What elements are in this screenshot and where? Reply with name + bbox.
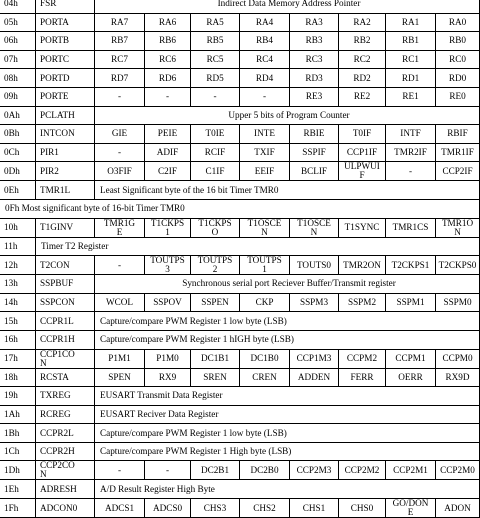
register-bit: RE1	[386, 87, 436, 106]
register-bit: FERR	[339, 368, 386, 387]
register-bit: RCIF	[191, 143, 240, 162]
register-bit: RD6	[145, 69, 191, 88]
register-bit: RD1	[386, 69, 436, 88]
register-bit: INTF	[386, 125, 436, 144]
register-row	[0, 0, 480, 13]
register-address: 0Dh	[0, 162, 36, 181]
register-address: 18h	[0, 368, 36, 387]
register-name: CCPR2H	[36, 442, 95, 461]
register-address: 15h	[0, 312, 36, 331]
register-row	[0, 69, 480, 88]
register-bit: -	[145, 461, 191, 480]
register-bit: RX9	[145, 368, 191, 387]
register-bit: RB3	[290, 32, 339, 51]
register-row	[0, 199, 480, 218]
register-bit: TOUTPS 3	[145, 256, 191, 275]
register-description: EUSART Reciver Data Register	[95, 405, 480, 424]
register-bit: SREN	[191, 368, 240, 387]
register-bit: INTE	[240, 125, 290, 144]
register-name: PORTA	[36, 13, 95, 32]
register-bit: T1CKPS 1	[145, 218, 191, 237]
register-name: CCP2CO N	[36, 461, 95, 480]
register-bit: TMR1CS	[386, 218, 436, 237]
register-bit: C2IF	[145, 162, 191, 181]
register-bit: RB1	[386, 32, 436, 51]
register-description: 0Fh Most significant byte of 16-bit Timer TMR0	[0, 199, 480, 218]
register-row	[0, 368, 480, 387]
register-bit: RE3	[290, 87, 339, 106]
register-bit: C1IF	[191, 162, 240, 181]
register-bit: BCLIF	[290, 162, 339, 181]
register-row	[0, 237, 480, 256]
register-bit: T2CKPS0	[436, 256, 480, 275]
register-bit: -	[240, 87, 290, 106]
register-bit: ADCS1	[95, 499, 145, 518]
register-description: Synchronous serial port Reciever Buffer/Transmit register	[95, 275, 480, 294]
register-name: RCSTA	[36, 368, 95, 387]
register-row	[0, 87, 480, 106]
register-row	[0, 293, 480, 312]
register-description: A/D Result Register High Byte	[95, 480, 480, 499]
register-row	[0, 106, 480, 125]
register-name: CCPR2L	[36, 424, 95, 443]
register-bit: SSPOV	[145, 293, 191, 312]
register-bit: CKP	[240, 293, 290, 312]
register-bit: WCOL	[95, 293, 145, 312]
register-bit: TMR1IF	[436, 143, 480, 162]
register-row	[0, 125, 480, 144]
register-bit: T2CKPS1	[386, 256, 436, 275]
register-row	[0, 162, 480, 181]
register-bit: ADIF	[145, 143, 191, 162]
register-name: TXREG	[36, 387, 95, 406]
register-address: 12h	[0, 256, 36, 275]
register-bit: DC1B0	[240, 349, 290, 368]
register-address: 05h	[0, 13, 36, 32]
register-address: 0Bh	[0, 125, 36, 144]
register-bit: T1SYNC	[339, 218, 386, 237]
register-name: Timer T2 Register	[36, 237, 480, 256]
register-address: 1Fh	[0, 499, 36, 518]
register-bit: CREN	[240, 368, 290, 387]
register-address: 04h	[0, 0, 36, 13]
register-bit: RBIF	[436, 125, 480, 144]
register-name: CCP1CO N	[36, 349, 95, 368]
register-bit: PEIE	[145, 125, 191, 144]
register-description: Capture/compare PWM Register 1 low byte (LSB)	[95, 312, 480, 331]
register-name: CCPR1L	[36, 312, 95, 331]
register-bit: TMR2IF	[386, 143, 436, 162]
register-bit: RC7	[95, 50, 145, 69]
register-bit: -	[95, 143, 145, 162]
register-row	[0, 405, 480, 424]
register-address: 1Ch	[0, 442, 36, 461]
register-bit: ULPWUI F	[339, 162, 386, 181]
register-address: 0Ah	[0, 106, 36, 125]
register-name: ADCON0	[36, 499, 95, 518]
register-row	[0, 218, 480, 237]
register-description: Capture/compare PWM Register 1 hIGH byte (LSB)	[95, 330, 480, 349]
register-name: CCPR1H	[36, 330, 95, 349]
register-bit: SSPM3	[290, 293, 339, 312]
register-description: Capture/compare PWM Register 1 low byte (LSB)	[95, 424, 480, 443]
register-bit: RA2	[339, 13, 386, 32]
register-bit: RE0	[436, 87, 480, 106]
register-bit: RD0	[436, 69, 480, 88]
register-name: RCREG	[36, 405, 95, 424]
register-name: PORTD	[36, 69, 95, 88]
register-address: 06h	[0, 32, 36, 51]
register-row	[0, 50, 480, 69]
register-bit: CCP2M2	[339, 461, 386, 480]
register-bit: SSPM1	[386, 293, 436, 312]
register-bit: RC6	[145, 50, 191, 69]
register-bit: RD5	[191, 69, 240, 88]
register-bit: RC0	[436, 50, 480, 69]
register-name: PORTC	[36, 50, 95, 69]
register-bit: RA5	[191, 13, 240, 32]
register-bit: TMR1O N	[436, 218, 480, 237]
register-bit: RD7	[95, 69, 145, 88]
register-bit: EEIF	[240, 162, 290, 181]
register-address: 1Eh	[0, 480, 36, 499]
register-bit: T0IE	[191, 125, 240, 144]
register-bit: -	[145, 87, 191, 106]
register-address: 13h	[0, 275, 36, 294]
register-row	[0, 387, 480, 406]
register-bit: DC2B0	[240, 461, 290, 480]
register-bit: RD3	[290, 69, 339, 88]
register-row	[0, 275, 480, 294]
register-address: 1Dh	[0, 461, 36, 480]
register-bit: RB0	[436, 32, 480, 51]
register-bit: OERR	[386, 368, 436, 387]
register-bit: TXIF	[240, 143, 290, 162]
register-bit: RB6	[145, 32, 191, 51]
register-row	[0, 499, 480, 518]
register-bit: RBIE	[290, 125, 339, 144]
register-name: PCLATH	[36, 106, 95, 125]
register-bit: CCP1IF	[339, 143, 386, 162]
register-name: INTCON	[36, 125, 95, 144]
register-description: Least Significant byte of the 16 bit Timer TMR0	[95, 181, 480, 200]
register-bit: RA7	[95, 13, 145, 32]
register-bit: RC3	[290, 50, 339, 69]
register-name: T2CON	[36, 256, 95, 275]
register-bit: -	[95, 256, 145, 275]
register-address: 08h	[0, 69, 36, 88]
register-bit: TOUTPS 1	[240, 256, 290, 275]
register-bit: RA0	[436, 13, 480, 32]
register-name: FSR	[36, 0, 95, 13]
register-bit: RB5	[191, 32, 240, 51]
register-bit: TMR1G E	[95, 218, 145, 237]
register-row	[0, 330, 480, 349]
register-bit: O3FIF	[95, 162, 145, 181]
register-bit: TMR2ON	[339, 256, 386, 275]
register-description: EUSART Transmit Data Register	[95, 387, 480, 406]
register-bit: RB4	[240, 32, 290, 51]
register-row	[0, 480, 480, 499]
register-bit: RA6	[145, 13, 191, 32]
register-bit: RC4	[240, 50, 290, 69]
register-bit: P1M0	[145, 349, 191, 368]
register-row	[0, 424, 480, 443]
register-bit: -	[95, 87, 145, 106]
register-name: TMR1L	[36, 181, 95, 200]
register-name: PORTB	[36, 32, 95, 51]
register-bit: RA4	[240, 13, 290, 32]
register-bit: CCP2M0	[436, 461, 480, 480]
register-bit: P1M1	[95, 349, 145, 368]
register-address: 1Bh	[0, 424, 36, 443]
register-bit: ADDEN	[290, 368, 339, 387]
register-bit: CCP1M3	[290, 349, 339, 368]
register-row	[0, 349, 480, 368]
register-address: 14h	[0, 293, 36, 312]
register-description: Indirect Data Memory Address Pointer	[95, 0, 480, 13]
register-bit: T0IF	[339, 125, 386, 144]
register-address: 10h	[0, 218, 36, 237]
register-bit: -	[95, 461, 145, 480]
register-bit: CCPM2	[339, 349, 386, 368]
register-address: 07h	[0, 50, 36, 69]
register-row	[0, 256, 480, 275]
register-address: 17h	[0, 349, 36, 368]
register-bit: CHS0	[339, 499, 386, 518]
register-bit: RX9D	[436, 368, 480, 387]
register-bit: RB2	[339, 32, 386, 51]
register-name: PIR2	[36, 162, 95, 181]
register-bit: CHS3	[191, 499, 240, 518]
register-bit: ADCS0	[145, 499, 191, 518]
register-name: SSPBUF	[36, 275, 95, 294]
register-address: 16h	[0, 330, 36, 349]
register-bit: ADON	[436, 499, 480, 518]
register-row	[0, 13, 480, 32]
register-bit: -	[191, 87, 240, 106]
register-bit: SPEN	[95, 368, 145, 387]
register-bit: RC5	[191, 50, 240, 69]
register-address: 09h	[0, 87, 36, 106]
register-bit: CCP2M3	[290, 461, 339, 480]
register-bit: SSPEN	[191, 293, 240, 312]
register-row	[0, 442, 480, 461]
register-row	[0, 312, 480, 331]
register-row	[0, 143, 480, 162]
register-bit: RD4	[240, 69, 290, 88]
register-bit: GO/DON E	[386, 499, 436, 518]
register-bit: CCP2M1	[386, 461, 436, 480]
register-address: 0Ch	[0, 143, 36, 162]
register-name: T1GINV	[36, 218, 95, 237]
register-name: ADRESH	[36, 480, 95, 499]
register-description: Capture/compare PWM Register 1 High byte (LSB)	[95, 442, 480, 461]
register-bit: RB7	[95, 32, 145, 51]
register-bit: CHS1	[290, 499, 339, 518]
register-address: 1Ah	[0, 405, 36, 424]
register-name: SSPCON	[36, 293, 95, 312]
register-bit: CHS2	[240, 499, 290, 518]
register-address: 11h	[0, 237, 36, 256]
register-bit: CCPM0	[436, 349, 480, 368]
register-bit: SSPM2	[339, 293, 386, 312]
register-bit: GIE	[95, 125, 145, 144]
register-bit: SSPIF	[290, 143, 339, 162]
register-address: 19h	[0, 387, 36, 406]
register-bit: T1CKPS O	[191, 218, 240, 237]
register-bit: TOUTS0	[290, 256, 339, 275]
register-row	[0, 461, 480, 480]
register-bit: RE2	[339, 87, 386, 106]
register-bit: RA3	[290, 13, 339, 32]
register-bit: -	[386, 162, 436, 181]
register-bit: CCP2IF	[436, 162, 480, 181]
register-bit: CCPM1	[386, 349, 436, 368]
register-name: PIR1	[36, 143, 95, 162]
register-bit: T1OSCE N	[240, 218, 290, 237]
register-bit: RC2	[339, 50, 386, 69]
register-bit: DC1B1	[191, 349, 240, 368]
register-bit: TOUTPS 2	[191, 256, 240, 275]
register-row	[0, 181, 480, 200]
register-address: 0Eh	[0, 181, 36, 200]
register-description: Upper 5 bits of Program Counter	[95, 106, 480, 125]
register-bit: RA1	[386, 13, 436, 32]
register-row	[0, 32, 480, 51]
register-bit: SSPM0	[436, 293, 480, 312]
register-bit: RD2	[339, 69, 386, 88]
register-name: PORTE	[36, 87, 95, 106]
register-bit: DC2B1	[191, 461, 240, 480]
register-bit: RC1	[386, 50, 436, 69]
register-bit: T1OSCE N	[290, 218, 339, 237]
